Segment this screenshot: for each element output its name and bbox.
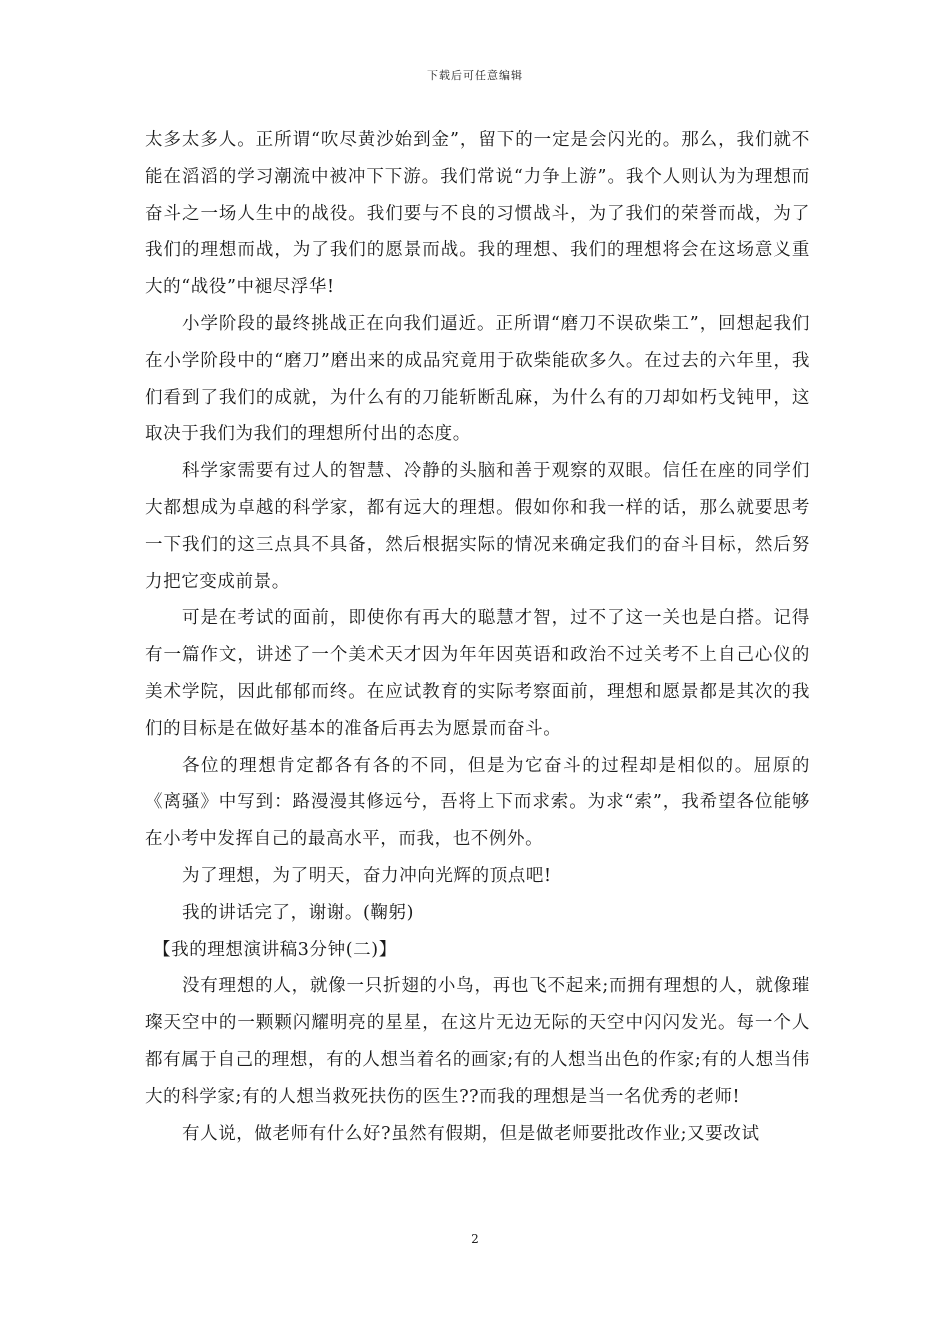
section-heading: 【我的理想演讲稿3分钟(二)】 [153, 939, 397, 960]
paragraph: 各位的理想肯定都各有各的不同，但是为它奋斗的过程却是相似的。屈原的《离骚》中写到：路漫漫其修远兮，吾将上下而求索。为求“索”，我希望各位能够在小考中发挥自己的最高水平，而我，也不例外。 [145, 755, 810, 850]
paragraph: 可是在考试的面前，即使你有再大的聪慧才智，过不了这一关也是白搭。记得有一篇作文，讲述了一个美术天才因为年年因英语和政治不过关考不上自己心仪的美术学院，因此郁郁而终。在应试教育的实际考察面前，理想和愿景都是其次的我们的目标是在做好基本的准备后再去为愿景而奋斗。 [145, 608, 810, 739]
paragraph: 科学家需要有过人的智慧、冷静的头脑和善于观察的双眼。信任在座的同学们大都想成为卓越的科学家，都有远大的理想。假如你和我一样的话，那么就要思考一下我们的这三点具不具备，然后根据实际的情况来确定我们的奋斗目标，然后努力把它变成前景。 [145, 461, 810, 592]
document-body [145, 122, 810, 1152]
paragraph: 太多太多人。正所谓“吹尽黄沙始到金”，留下的一定是会闪光的。那么，我们就不能在滔滔的学习潮流中被冲下下游。我们常说“力争上游”。我个人则认为为理想而奋斗之一场人生中的战役。我们要与不良的习惯战斗，为了我们的荣誉而战，为了我们的理想而战，为了我们的愿景而战。我的理想、我们的理想将会在这场意义重大的“战役”中褪尽浮华! [145, 130, 810, 298]
page-header: 下载后可任意编辑 [427, 69, 523, 82]
paragraph: 有人说，做老师有什么好?虽然有假期，但是做老师要批改作业;又要改试 [182, 1123, 760, 1144]
paragraph: 我的讲话完了，谢谢。(鞠躬) [182, 902, 415, 923]
paragraph: 没有理想的人，就像一只折翅的小鸟，再也飞不起来;而拥有理想的人，就像璀璨天空中的一颗颗闪耀明亮的星星，在这片无边无际的天空中闪闪发光。每一个人都有属于自己的理想，有的人想当着名的画家;有的人想当出色的作家;有的人想当伟大的科学家;有的人想当救死扶伤的医生??而我的理想是当一名优秀的老师! [145, 976, 810, 1107]
page-number: 2 [471, 1232, 479, 1246]
paragraph: 小学阶段的最终挑战正在向我们逼近。正所谓“磨刀不误砍柴工”，回想起我们在小学阶段中的“磨刀”磨出来的成品究竟用于砍柴能砍多久。在过去的六年里，我们看到了我们的成就，为什么有的刀能斩断乱麻，为什么有的刀却如朽戈钝甲，这取决于我们为我们的理想所付出的态度。 [145, 313, 810, 445]
paragraph: 为了理想，为了明天，奋力冲向光辉的顶点吧! [182, 865, 552, 886]
